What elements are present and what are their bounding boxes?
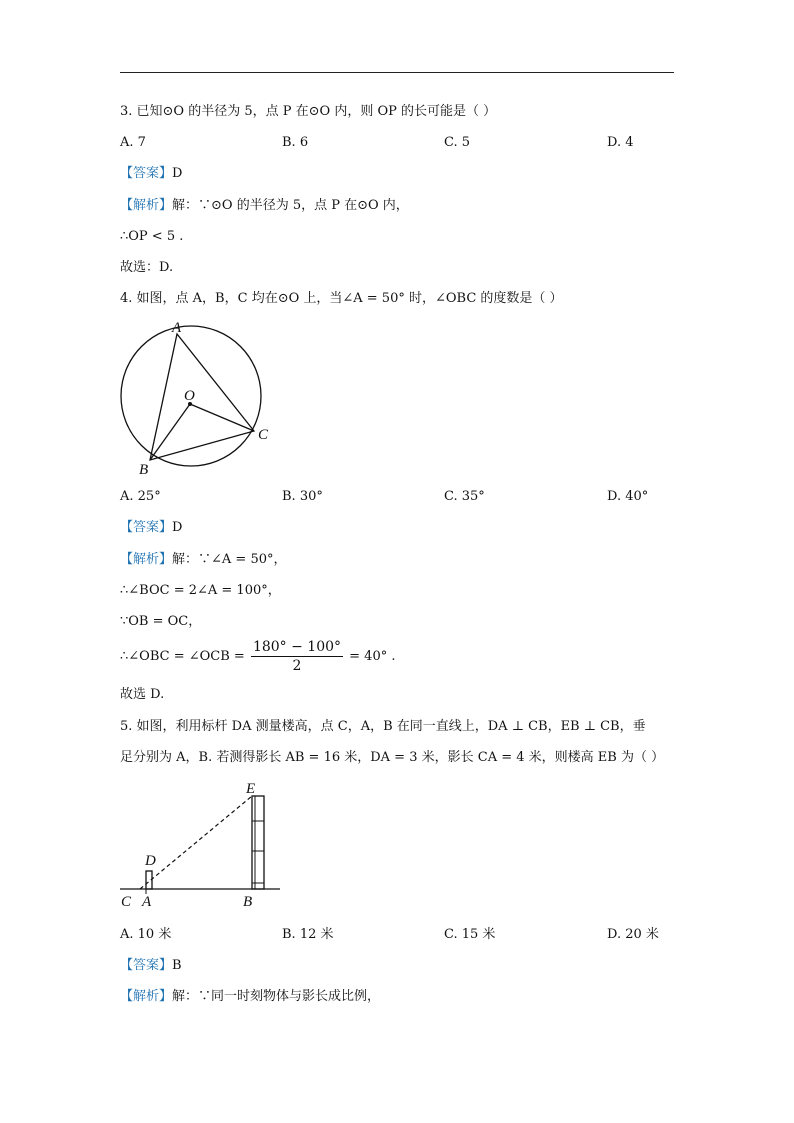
label-b: B — [139, 462, 149, 478]
label-a: A — [142, 894, 152, 910]
q5-option-d: D. 20 米 — [607, 927, 659, 942]
building-figure — [112, 776, 292, 911]
label-a: A — [172, 320, 182, 336]
segment-oc — [190, 404, 254, 431]
circle-figure — [110, 312, 290, 482]
equation-left: ∴∠OBC = ∠OCB = — [120, 649, 245, 664]
q4-analysis-2: ∴∠BOC = 2∠A = 100°， — [120, 583, 281, 598]
answer-value: B — [172, 958, 182, 973]
sight-line — [140, 796, 252, 889]
q4-conclusion: 故选 D. — [120, 687, 165, 702]
q5-stem-line2: 足分别为 A，B. 若测得影长 AB = 16 米，DA = 3 米，影长 CA = 4 米，则楼高 EB 为（ ） — [120, 750, 665, 765]
label-o: O — [184, 388, 195, 404]
analysis-text: 解：∵⊙O 的半径为 5，点 P 在⊙O 内， — [172, 198, 409, 213]
q3-option-d: D. 4 — [607, 135, 634, 150]
q3-option-b: B. 6 — [282, 135, 309, 150]
label-c: C — [258, 427, 269, 443]
q4-option-d: D. 40° — [607, 489, 649, 504]
q3-answer — [120, 165, 182, 183]
analysis-tag: 【解析】 — [120, 552, 173, 567]
fraction — [251, 638, 343, 675]
q3-option-c: C. 5 — [444, 135, 471, 150]
q4-option-b: B. 30° — [282, 489, 323, 504]
q3-option-a: A. 7 — [120, 135, 146, 150]
answer-tag: 【答案】 — [120, 520, 173, 535]
analysis-text: 解：∵同一时刻物体与影长成比例， — [172, 989, 381, 1004]
answer-tag: 【答案】 — [120, 166, 173, 181]
q5-option-b: B. 12 米 — [282, 927, 334, 942]
q5-answer — [120, 957, 182, 975]
q4-answer — [120, 519, 182, 537]
answer-value: D — [172, 166, 183, 181]
q3-stem: 3. 已知⊙O 的半径为 5，点 P 在⊙O 内，则 OP 的长可能是（ ） — [120, 104, 497, 119]
q4-analysis-3: ∵OB = OC， — [120, 614, 202, 629]
analysis-tag: 【解析】 — [120, 989, 173, 1004]
q4-analysis-4 — [120, 638, 396, 676]
q5-option-a: A. 10 米 — [120, 927, 172, 942]
building-eb — [252, 796, 264, 889]
q3-analysis-2: ∴OP < 5 . — [120, 229, 184, 244]
q4-option-a: A. 25° — [120, 489, 161, 504]
header-rule — [120, 72, 674, 73]
q4-stem: 4. 如图，点 A，B，C 均在⊙O 上，当∠A = 50° 时，∠OBC 的度数是（ ） — [120, 291, 563, 306]
label-e: E — [246, 781, 256, 797]
fraction-denominator: 2 — [292, 658, 302, 674]
fraction-numerator: 180° − 100° — [252, 639, 342, 655]
q4-option-c: C. 35° — [444, 489, 485, 504]
answer-value: D — [172, 520, 183, 535]
analysis-text: 解：∵∠A = 50°， — [172, 552, 287, 567]
q5-option-c: C. 15 米 — [444, 927, 496, 942]
label-b: B — [243, 894, 253, 910]
equation-right: = 40° . — [349, 649, 396, 664]
label-c: C — [121, 894, 132, 910]
q5-analysis-1 — [120, 988, 380, 1006]
label-d: D — [145, 853, 156, 869]
q3-conclusion: 故选：D. — [120, 260, 174, 275]
q4-analysis-1 — [120, 551, 287, 569]
q3-analysis-1 — [120, 197, 409, 215]
q5-stem-line1: 5. 如图，利用标杆 DA 测量楼高，点 C，A，B 在同一直线上，DA ⊥ CB，EB ⊥ CB，垂 — [120, 719, 646, 734]
answer-tag: 【答案】 — [120, 958, 173, 973]
triangle-abc — [150, 334, 254, 460]
analysis-tag: 【解析】 — [120, 198, 173, 213]
